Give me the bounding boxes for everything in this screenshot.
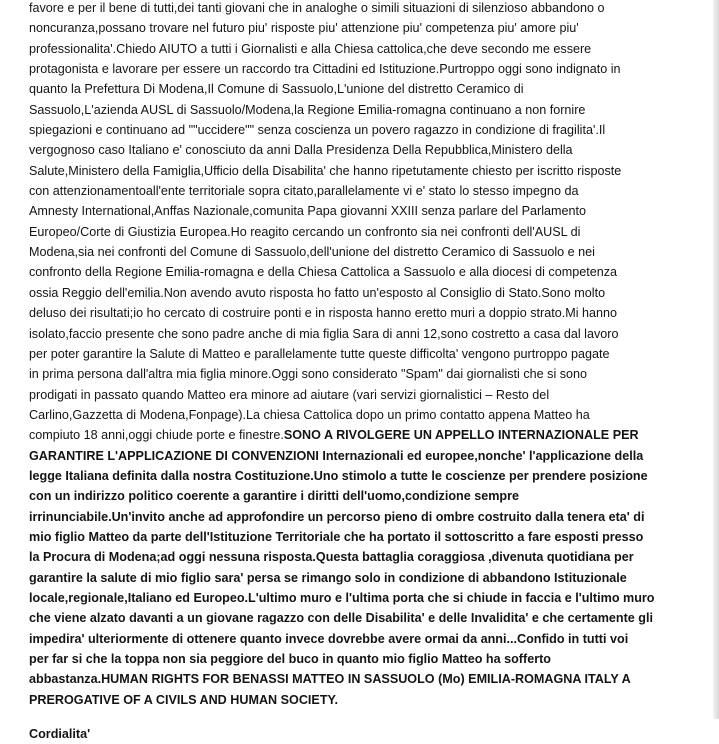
text-line xyxy=(29,507,705,527)
bold-text-segment: per far si che la toppa non sia peggiore del buco in quanto mio figlio Matteo ha sofferto xyxy=(29,652,551,666)
text-line xyxy=(29,283,705,303)
bold-text-segment: impedira' ulteriormente di ottenere quanto invece dovrebbe avere ormai da anni...Confido in tutti voi xyxy=(29,631,629,646)
text-segment: Europeo/Corte di Giustizia Europea.Ho reagito cercando un confronto sia nei confronti dell'AUSL di xyxy=(29,224,581,239)
text-segment: compiuto 18 anni,oggi chiude porte e finestre. xyxy=(29,428,284,443)
text-line xyxy=(29,0,705,18)
text-segment: con attenzionamentoall'ente territoriale sopra citato,parallelamente vi e' stato lo stesso impegno da xyxy=(29,184,579,199)
text-segment: ossia Reggio dell'emilia.Non avendo avuto risposta ho fatto un'esposto al Consiglio di Stato.Sono molto xyxy=(29,285,606,300)
text-line xyxy=(29,39,705,59)
text-line xyxy=(29,364,705,384)
text-line xyxy=(29,608,705,628)
text-line xyxy=(29,222,705,242)
bold-text-segment: garantire la salute di mio figlio sara' persa se rimango solo in condizione di abbandono Istituzionale xyxy=(29,570,627,585)
text-segment: isolato,faccio presente che sono padre anche di mia figlia Sara di anni 12,sono costretto a casa dal lavoro xyxy=(29,326,619,341)
text-segment: Sassuolo,L'azienda AUSL di Sassuolo/Modena,la Regione Emilia-romagna continuano a non fornire xyxy=(29,102,586,117)
text-segment: spiegazioni e continuano ad ""uccidere"" senza coscienza un povero ragazzo in condizione di fragilita'.Il xyxy=(29,123,606,138)
text-line xyxy=(29,649,705,669)
letter-body xyxy=(29,0,705,744)
text-line xyxy=(29,669,705,689)
text-line xyxy=(29,140,705,160)
text-line xyxy=(29,588,705,608)
text-line xyxy=(29,547,705,567)
text-segment: noncuranza,possano trovare nel futuro piu' risposte piu' attenzione piu' competenza piu' amore piu' xyxy=(29,21,579,36)
text-line xyxy=(29,161,705,181)
page-edge-shadow xyxy=(713,0,719,719)
text-segment: Salute,Ministero della Famiglia,Ufficio della Disabilita' che hanno ripetutamente chiesto per iscritto risposte xyxy=(29,163,622,178)
text-line xyxy=(29,181,705,201)
bold-text-segment: locale,regionale,Italiano ed Europeo.L'ultimo muro e l'ultima porta che si chiude in faccia e l'ultimo muro xyxy=(29,590,655,605)
text-segment: deluso dei risultati;io ho cercato di costruire ponti e in risposta hanno eretto muri a doppio strato.Mi hanno xyxy=(29,306,618,321)
paragraph-gap xyxy=(29,710,705,724)
text-line xyxy=(29,385,705,405)
text-line xyxy=(29,262,705,282)
text-line xyxy=(29,59,705,79)
text-segment: professionalita'.Chiedo AIUTO a tutti i Giornalisti e alla Chiesa cattolica,che deve secondo me essere xyxy=(29,41,592,56)
text-line xyxy=(29,324,705,344)
text-segment: quanto la Prefettura Di Modena,Il Comune di Sassuolo,L'unione del distretto Ceramico di xyxy=(29,82,524,97)
text-segment: Amnesty International,Anffas Nazionale,comunita Papa giovanni XXIII senza parlare del Parlamento xyxy=(29,204,587,219)
bold-text-segment: la Procura di Modena;ad oggi nessuna risposta.Questa battaglia coraggiosa ,divenuta quotidiana per xyxy=(29,550,634,565)
text-segment: favore e per il bene di tutti,dei tanti giovani che in analoghe o simili situazioni di silenzioso abbandono o xyxy=(29,1,605,15)
text-line xyxy=(29,466,705,486)
bold-text-segment: legge Italiana definita dalla nostra Costituzione.Uno stimolo a tutte le coscienze per prendere posizione xyxy=(29,468,648,483)
text-segment: vergognoso caso Italiano e' conosciuto da anni Dalla Presidenza Della Repubblica,Ministero della xyxy=(29,143,573,158)
text-segment: prodigati in passato quando Matteo era minore ad aiutare (vari servizi giornalistici – Resto del xyxy=(29,387,550,402)
text-line xyxy=(29,405,705,425)
bold-text-segment: SONO A RIVOLGERE UN APPELLO INTERNAZIONALE PER xyxy=(283,428,639,443)
text-line xyxy=(29,486,705,506)
bold-text-segment: con un indirizzo politico coerente a garantire i diritti dell'uomo,condizione sempre xyxy=(29,489,520,504)
text-line xyxy=(29,18,705,38)
text-line xyxy=(29,242,705,262)
bold-text-segment: PREROGATIVE OF A CIVILS AND HUMAN SOCIETY. xyxy=(29,692,339,707)
text-line xyxy=(29,690,705,710)
bold-text-segment: che viene alzato davanti a un giovane ragazzo con delle Disabilita' e delle Invalidita' e che certamente gli xyxy=(29,611,653,626)
bold-text-segment: mio figlio Matteo da parte dell'Istituzione Territoriale che ha portato il sottoscritto a fare esposti presso xyxy=(29,529,644,544)
text-segment: protagonista e lavorare per essere un raccordo tra Cittadini ed Istituzione.Purtroppo oggi sono indignato in xyxy=(29,62,621,77)
text-line xyxy=(29,629,705,649)
text-line xyxy=(29,100,705,120)
text-line xyxy=(29,344,705,364)
text-line xyxy=(29,527,705,547)
bold-text-segment: GARANTIRE L'APPLICAZIONE DI CONVENZIONI Internazionali ed europee,nonche' l'applicazione della xyxy=(29,448,644,463)
text-segment: Carlino,Gazzetta di Modena,Fonpage).La chiesa Cattolica dopo un primo contatto appena Matteo ha xyxy=(29,407,590,422)
bold-text-segment: abbastanza.HUMAN RIGHTS FOR BENASSI MATTEO IN SASSUOLO (Mo) EMILIA-ROMAGNA ITALY A xyxy=(29,672,631,687)
text-line xyxy=(29,425,705,445)
text-line xyxy=(29,79,705,99)
bold-text-segment: irrinunciabile.Un'invito anche ad approfondire un percorso pieno di ombre costruito dalla tenera eta' di xyxy=(29,509,645,524)
text-line xyxy=(29,201,705,221)
text-segment: per poter garantire la Salute di Matteo e parallelamente tutte queste difficolta' vengono purtroppo pagate xyxy=(29,346,610,361)
text-line xyxy=(29,120,705,140)
text-line xyxy=(29,303,705,323)
text-line xyxy=(29,568,705,588)
text-segment: Modena,sia nei confronti del Comune di Sassuolo,dell'unione del distretto Ceramico di Sassuolo e nei xyxy=(29,245,595,260)
text-segment: confronto della Regione Emilia-romagna e della Chiesa Cattolica a Sassuolo e alla diocesi di competenza xyxy=(29,265,618,280)
closing-salutation: Cordialita' xyxy=(29,727,91,742)
text-segment: in prima persona dall'altra mia figlia minore.Oggi sono considerato "Spam" dai giornalisti che si sono xyxy=(29,367,588,382)
text-line xyxy=(29,446,705,466)
